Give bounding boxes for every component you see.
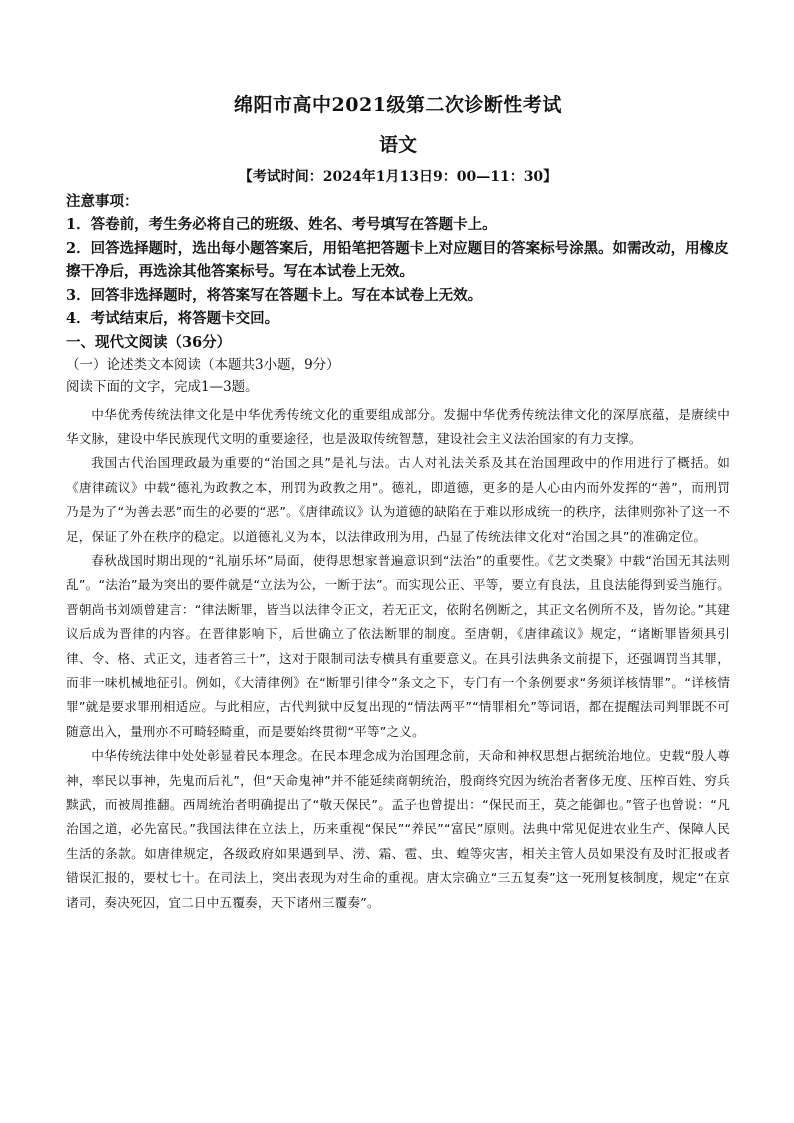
notice-item-1: 1．答卷前，考生务必将自己的班级、姓名、考号填写在答题卡上。 — [66, 216, 497, 233]
section-subheading: （一）论述类文本阅读（本题共3小题，9分） — [66, 356, 340, 373]
passage-paragraph-1: 中华优秀传统法律文化是中华优秀传统文化的重要组成部分。发掘中华优秀传统法律文化的深厚底蕴，是赓续中华文脉，建设中华民族现代文明的重要途径，也是汲取传统智慧，建设社会主义法治国家的有力支撑。 — [66, 406, 730, 446]
passage-paragraph-3: 春秋战国时期出现的“礼崩乐坏”局面，使得思想家普遍意识到“法治”的重要性。《艺文类聚》中载“治国无其法则乱”。“法治”最为突出的要件就是“立法为公，一断于法”。而实现公正、平等，要立有良法，且良法能得到妥当施行。晋朝尚书刘颂曾建言：“律法断罪，皆当以法律令正文，若无正文，依附名例断之，其正文名例所不及，皆勿论。”其建议后成为晋律的内容。在晋律影响下，后世确立了依法断罪的制度。至唐朝，《唐律疏议》规定，“诸断罪皆须具引律、令、格、式正文，违者笞三十”，这对于限制司法专横具有重要意义。在具引法典条文前提下，还强调罚当其罪，而非一味机械地征引。例如，《大清律例》在“断罪引律令”条文之下，专门有一个条例要求“务须详核情罪”。“详核情罪”就是要求罪刑相适应。与此相应，古代判狱中反复出现的“情法两平”“情罪相允”等词语，都在提醒法司判罪既不可随意出入，量刑亦不可畸轻畸重，而是要始终贯彻“平等”之义。 — [66, 552, 730, 739]
passage-paragraph-2: 我国古代治国理政最为重要的“治国之具”是礼与法。古人对礼法关系及其在治国理政中的作用进行了概括。如《唐律疏议》中载“德礼为政教之本，刑罚为政教之用”。德礼，即道德，更多的是人心由内而外发挥的“善”，而刑罚乃是为了“为善去恶”而生的必要的“恶”。《唐律疏议》认为道德的缺陷在于难以形成统一的秩序，法律则弥补了这一不足，保证了外在秩序的稳定。以道德礼义为本，以法律政刑为用，凸显了传统法律文化对“治国之具”的准确定位。 — [66, 455, 730, 544]
reading-instruction: 阅读下面的文字，完成1—3题。 — [66, 378, 259, 395]
exam-time: 【考试时间：2024年1月13日9：00—11：30】 — [238, 169, 558, 185]
section-heading: 一、现代文阅读（36分） — [66, 333, 232, 351]
notice-item-4: 4．考试结束后，将答题卡交回。 — [66, 310, 280, 327]
subject-title: 语文 — [378, 134, 417, 156]
notice-item-2: 2．回答选择题时，选出每小题答案后，用铅笔把答题卡上对应题目的答案标号涂黑。如需改动，用橡皮擦干净后，再选涂其他答案标号。写在本试卷上无效。 — [66, 239, 729, 280]
notice-item-3: 3．回答非选择题时，将答案写在答题卡上。写在本试卷上无效。 — [66, 286, 483, 304]
exam-title: 绵阳市高中2021级第二次诊断性考试 — [234, 94, 562, 116]
reading-passage — [66, 403, 730, 916]
notice-heading: 注意事项： — [66, 193, 139, 210]
passage-paragraph-4: 中华传统法律中处处彰显着民本理念。在民本理念成为治国理念前，天命和神权思想占据统治地位。史载“殷人尊神，率民以事神，先鬼而后礼”，但“天命鬼神”并不能延续商朝统治，殷商终究因为统治者奢侈无度、压榨百姓、穷兵黩武，而被周推翻。西周统治者明确提出了“敬天保民”。孟子也曾提出：“保民而王，莫之能御也。”管子也曾说：“凡治国之道，必先富民。”我国法律在立法上，历来重视“保民”“养民”“富民”原则。法典中常见促进农业生产、保障人民生活的条款。如唐律规定，各级政府如果遇到旱、涝、霜、雹、虫、蝗等灾害，相关主管人员如果没有及时汇报或者错误汇报的，要杖七十。在司法上，突出表现为对生命的重视。唐太宗确立“三五复奏”这一死刑复核制度，规定“在京诸司，奏决死囚，宜二日中五覆奏，天下诸州三覆奏”。 — [66, 748, 730, 910]
